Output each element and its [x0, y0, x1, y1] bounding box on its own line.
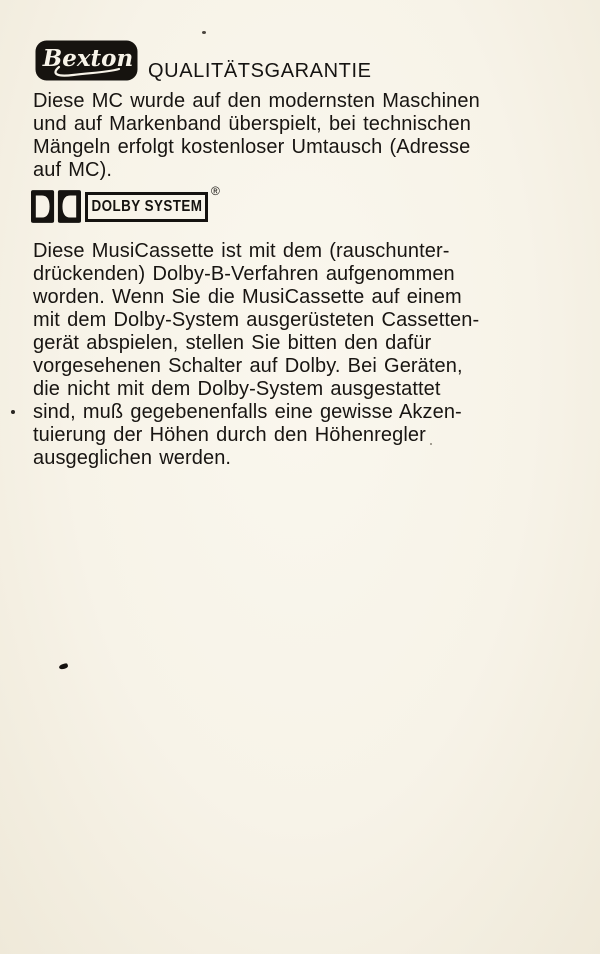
text-line: vorgesehenen Schalter auf Dolby. Bei Geräten, — [33, 355, 463, 377]
guarantee-paragraph — [33, 90, 480, 182]
dolby-notice-paragraph — [33, 240, 479, 470]
text-line: die nicht mit dem Dolby-System ausgestattet — [33, 378, 441, 400]
text-line: drückenden) Dolby-B-Verfahren aufgenommen — [33, 263, 455, 285]
text-line: tuierung der Höhen durch den Höhenregler — [33, 424, 426, 446]
text-line: sind, muß gegebenenfalls eine gewisse Akzen- — [33, 401, 462, 423]
quality-guarantee-heading: QUALITÄTSGARANTIE — [148, 60, 372, 82]
text-line: Diese MC wurde auf den modernsten Maschinen — [33, 90, 480, 112]
ink-speck — [58, 663, 68, 671]
ink-speck — [202, 31, 206, 34]
dolby-double-d-icon — [31, 190, 81, 223]
text-line: auf MC). — [33, 159, 112, 181]
dolby-system-label: DOLBY SYSTEM — [91, 198, 202, 215]
text-line: Mängeln erfolgt kostenloser Umtausch (Adresse — [33, 136, 471, 158]
text-line: mit dem Dolby-System ausgerüsteten Cassetten- — [33, 309, 480, 331]
dolby-system-label-box — [85, 192, 208, 222]
bexton-logo-icon — [35, 40, 138, 81]
bexton-logo-text: Bexton — [42, 45, 134, 72]
registered-trademark-icon: ® — [211, 184, 220, 198]
text-line: worden. Wenn Sie die MusiCassette auf einem — [33, 286, 462, 308]
text-line: Diese MusiCassette ist mit dem (rauschunter- — [33, 240, 450, 262]
text-line: ausgeglichen werden. — [33, 447, 232, 469]
text-line: gerät abspielen, stellen Sie bitten den dafür — [33, 332, 432, 354]
bexton-logo — [35, 40, 138, 81]
ink-speck — [11, 410, 15, 414]
text-line: und auf Markenband überspielt, bei technischen — [33, 113, 471, 135]
ink-speck — [430, 443, 432, 445]
